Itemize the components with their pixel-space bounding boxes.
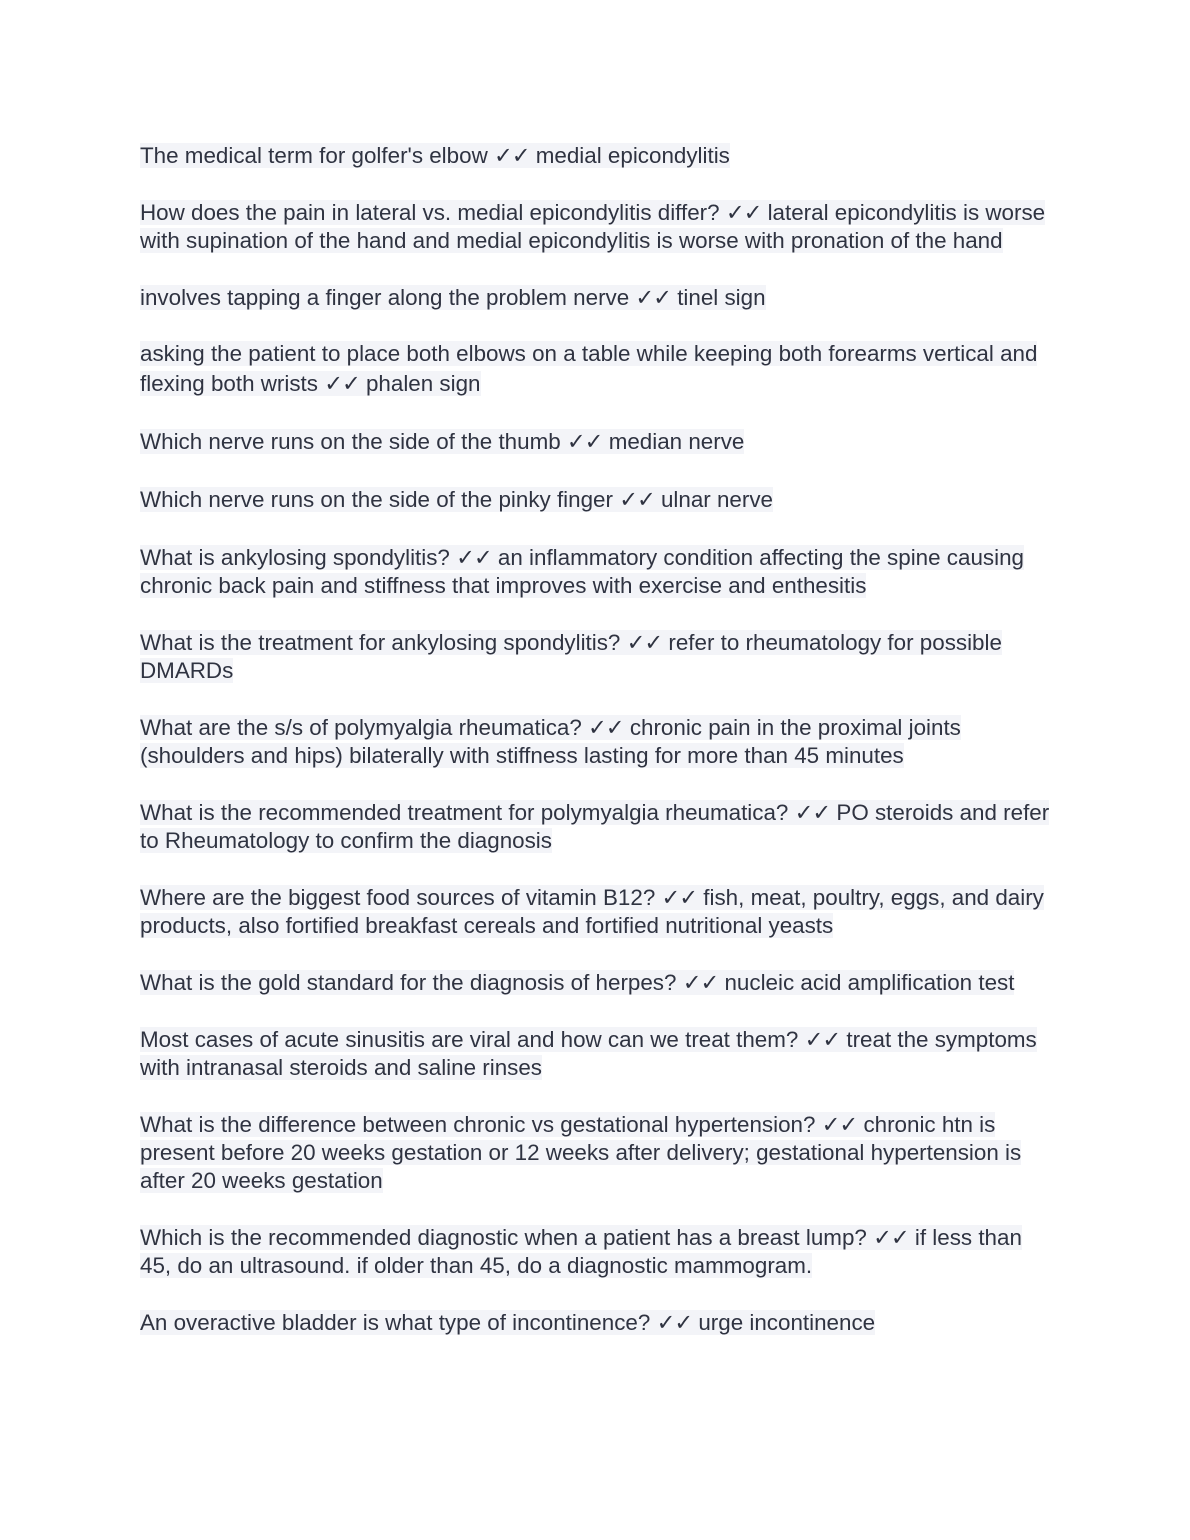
question-text: What is the difference between chronic vs gestational hypertension? xyxy=(140,1112,816,1137)
flashcard-item xyxy=(140,1026,1055,1082)
answer-text: phalen sign xyxy=(365,371,481,396)
checkmark-icon: ✓✓ xyxy=(804,1027,841,1052)
flashcard-item xyxy=(140,884,1055,940)
checkmark-icon: ✓✓ xyxy=(794,800,831,825)
checkmark-icon: ✓✓ xyxy=(619,487,655,512)
flashcard-line xyxy=(140,1225,1022,1278)
checkmark-icon: ✓✓ xyxy=(725,200,762,225)
flashcard-item xyxy=(140,544,1055,600)
answer-text: ulnar nerve xyxy=(660,487,773,512)
answer-text: median nerve xyxy=(608,429,745,454)
answer-text: urge incontinence xyxy=(698,1310,876,1335)
flashcard-item xyxy=(140,284,1055,312)
answer-text: nucleic acid amplification test xyxy=(724,970,1015,995)
checkmark-icon: ✓✓ xyxy=(656,1310,693,1335)
question-text: An overactive bladder is what type of incontinence? xyxy=(140,1310,651,1335)
checkmark-icon: ✓✓ xyxy=(456,545,492,570)
question-text: What are the s/s of polymyalgia rheumatica? xyxy=(140,715,582,740)
question-text: Which is the recommended diagnostic when a patient has a breast lump? xyxy=(140,1225,867,1250)
flashcard-line xyxy=(140,1112,1021,1193)
flashcard-item xyxy=(140,714,1055,770)
flashcard-line xyxy=(140,200,1045,253)
flashcard-line xyxy=(140,630,1002,683)
checkmark-icon: ✓✓ xyxy=(682,970,719,995)
flashcard-item xyxy=(140,199,1055,255)
question-text: What is ankylosing spondylitis? xyxy=(140,545,450,570)
question-text: Most cases of acute sinusitis are viral and how can we treat them? xyxy=(140,1027,799,1052)
flashcard-item xyxy=(140,969,1055,997)
flashcard-item xyxy=(140,1224,1055,1280)
flashcard-item xyxy=(140,1309,1055,1337)
question-text: Which nerve runs on the side of the thumb xyxy=(140,429,561,454)
checkmark-icon: ✓✓ xyxy=(588,715,624,740)
answer-text: fish, meat, poultry, eggs, and dairy products, also fortified breakfast cereals and fortified nutritional yeasts xyxy=(140,885,1044,938)
flashcard-item xyxy=(140,799,1055,855)
answer-text: lateral epicondylitis is worse with supination of the hand and medial epicondylitis is worse with pronation of the hand xyxy=(140,200,1046,253)
flashcard-item xyxy=(140,629,1055,685)
answer-text: medial epicondylitis xyxy=(535,143,730,168)
flashcard-line xyxy=(140,429,744,454)
answer-text: treat the symptoms with intranasal steroids and saline rinses xyxy=(140,1027,1037,1080)
answer-text: chronic pain in the proximal joints (shoulders and hips) bilaterally with stiffness lasting for more than 45 minutes xyxy=(140,715,961,768)
checkmark-icon: ✓✓ xyxy=(493,143,530,168)
flashcard-line xyxy=(140,545,1024,598)
flashcard-line xyxy=(140,970,1014,995)
checkmark-icon: ✓✓ xyxy=(661,885,698,910)
question-text: How does the pain in lateral vs. medial epicondylitis differ? xyxy=(140,200,720,225)
question-text: The medical term for golfer's elbow xyxy=(140,143,488,168)
flashcard-line xyxy=(140,285,766,310)
flashcard-line xyxy=(140,143,730,168)
answer-text: PO steroids and refer to Rheumatology to confirm the diagnosis xyxy=(140,800,1050,853)
question-text: What is the treatment for ankylosing spondylitis? xyxy=(140,630,621,655)
question-text: What is the gold standard for the diagnosis of herpes? xyxy=(140,970,677,995)
answer-text: an inflammatory condition affecting the spine causing chronic back pain and stiffness that improves with exercise and enthesitis xyxy=(140,545,1024,598)
question-text: What is the recommended treatment for polymyalgia rheumatica? xyxy=(140,800,789,825)
flashcard-item xyxy=(140,142,1055,170)
flashcard-line xyxy=(140,1310,875,1335)
question-text: asking the patient to place both elbows on a table while keeping both forearms vertical and flexing both wrists xyxy=(140,341,1038,396)
flashcard-line xyxy=(140,715,961,768)
flashcard-line xyxy=(140,885,1044,938)
flashcard-item xyxy=(140,339,1055,399)
checkmark-icon: ✓✓ xyxy=(626,630,663,655)
question-text: Which nerve runs on the side of the pinky finger xyxy=(140,487,613,512)
answer-text: tinel sign xyxy=(677,285,766,310)
checkmark-icon: ✓✓ xyxy=(566,429,603,454)
question-text: involves tapping a finger along the problem nerve xyxy=(140,285,630,310)
flashcard-item xyxy=(140,486,1055,514)
flashcard-line xyxy=(140,1027,1037,1080)
checkmark-icon: ✓✓ xyxy=(873,1225,909,1250)
answer-text: chronic htn is present before 20 weeks gestation or 12 weeks after delivery; gestational hypertension is after 20 weeks gestation xyxy=(140,1112,1022,1193)
checkmark-icon: ✓✓ xyxy=(324,371,360,396)
flashcard-item xyxy=(140,1111,1055,1195)
answer-text: if less than 45, do an ultrasound. if older than 45, do a diagnostic mammogram. xyxy=(140,1225,1022,1278)
flashcard-line xyxy=(140,800,1049,853)
flashcard-item xyxy=(140,428,1055,456)
checkmark-icon: ✓✓ xyxy=(821,1112,858,1137)
flashcard-line xyxy=(140,341,1037,396)
document-page xyxy=(140,142,1055,1337)
answer-text: refer to rheumatology for possible DMARDs xyxy=(140,630,1002,683)
flashcard-line xyxy=(140,487,773,512)
checkmark-icon: ✓✓ xyxy=(635,285,671,310)
question-text: Where are the biggest food sources of vitamin B12? xyxy=(140,885,656,910)
